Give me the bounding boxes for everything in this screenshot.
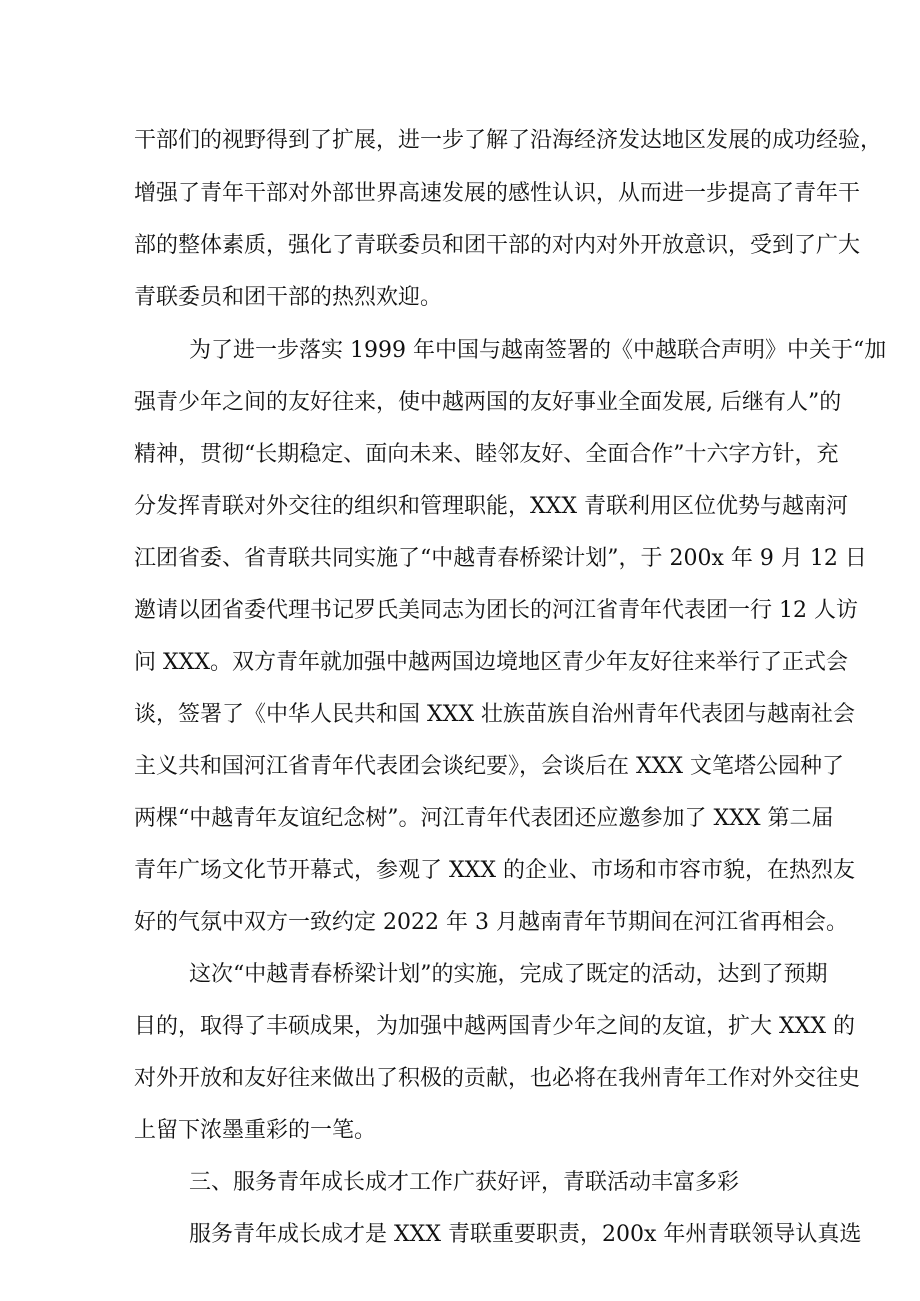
section-heading: 三、服务青年成长成才工作广获好评，青联活动丰富多彩 xyxy=(189,1170,740,1195)
paragraph-line: 干部们的视野得到了扩展，进一步了解了沿海经济发达地区发展的成功经验， xyxy=(134,128,883,153)
paragraph-line: 目的，取得了丰硕成果，为加强中越两国青少年之间的友谊，扩大 XXX 的 xyxy=(134,1014,855,1039)
paragraph-line: 对外开放和友好往来做出了积极的贡献，也必将在我州青年工作对外交往史 xyxy=(134,1066,861,1091)
paragraph-line: 江团省委、省青联共同实施了“中越青春桥梁计划”，于 200x 年 9 月 12 日 xyxy=(134,546,867,571)
paragraph-line: 问 XXX。双方青年就加强中越两国边境地区青少年友好往来举行了正式会 xyxy=(134,650,848,675)
paragraph-line: 谈，签署了《中华人民共和国 XXX 壮族苗族自治州青年代表团与越南社会 xyxy=(134,702,855,727)
paragraph-line: 主义共和国河江省青年代表团会谈纪要》，会谈后在 XXX 文笔塔公园种了 xyxy=(134,754,844,779)
paragraph-line: 这次“中越青春桥梁计划”的实施，完成了既定的活动，达到了预期 xyxy=(189,962,828,987)
paragraph-line: 为了进一步落实 1999 年中国与越南签署的《中越联合声明》中关于“加 xyxy=(189,338,887,363)
paragraph-line: 青联委员和团干部的热烈欢迎。 xyxy=(134,285,443,310)
paragraph-line: 增强了青年干部对外部世界高速发展的感性认识，从而进一步提高了青年干 xyxy=(134,181,861,206)
paragraph-line: 部的整体素质，强化了青联委员和团干部的对内对外开放意识，受到了广大 xyxy=(134,233,861,258)
paragraph-line: 青年广场文化节开幕式，参观了 XXX 的企业、市场和市容市貌，在热烈友 xyxy=(134,858,855,883)
paragraph-line: 好的气氛中双方一致约定 2022 年 3 月越南青年节期间在河江省再相会。 xyxy=(134,910,848,935)
paragraph-line: 分发挥青联对外交往的组织和管理职能，XXX 青联利用区位优势与越南河 xyxy=(134,494,848,519)
paragraph-line: 强青少年之间的友好往来，使中越两国的友好事业全面发展, 后继有人”的 xyxy=(134,390,842,415)
paragraph-line: 上留下浓墨重彩的一笔。 xyxy=(134,1118,377,1143)
paragraph-line: 服务青年成长成才是 XXX 青联重要职责，200x 年州青联领导认真选 xyxy=(189,1222,862,1247)
paragraph-line: 两棵“中越青年友谊纪念树”。河江青年代表团还应邀参加了 XXX 第二届 xyxy=(134,806,834,831)
paragraph-line: 精神，贯彻“长期稳定、面向未来、睦邻友好、全面合作”十六字方针，充 xyxy=(134,442,839,467)
paragraph-line: 邀请以团省委代理书记罗氏美同志为团长的河江省青年代表团一行 12 人访 xyxy=(134,598,858,623)
